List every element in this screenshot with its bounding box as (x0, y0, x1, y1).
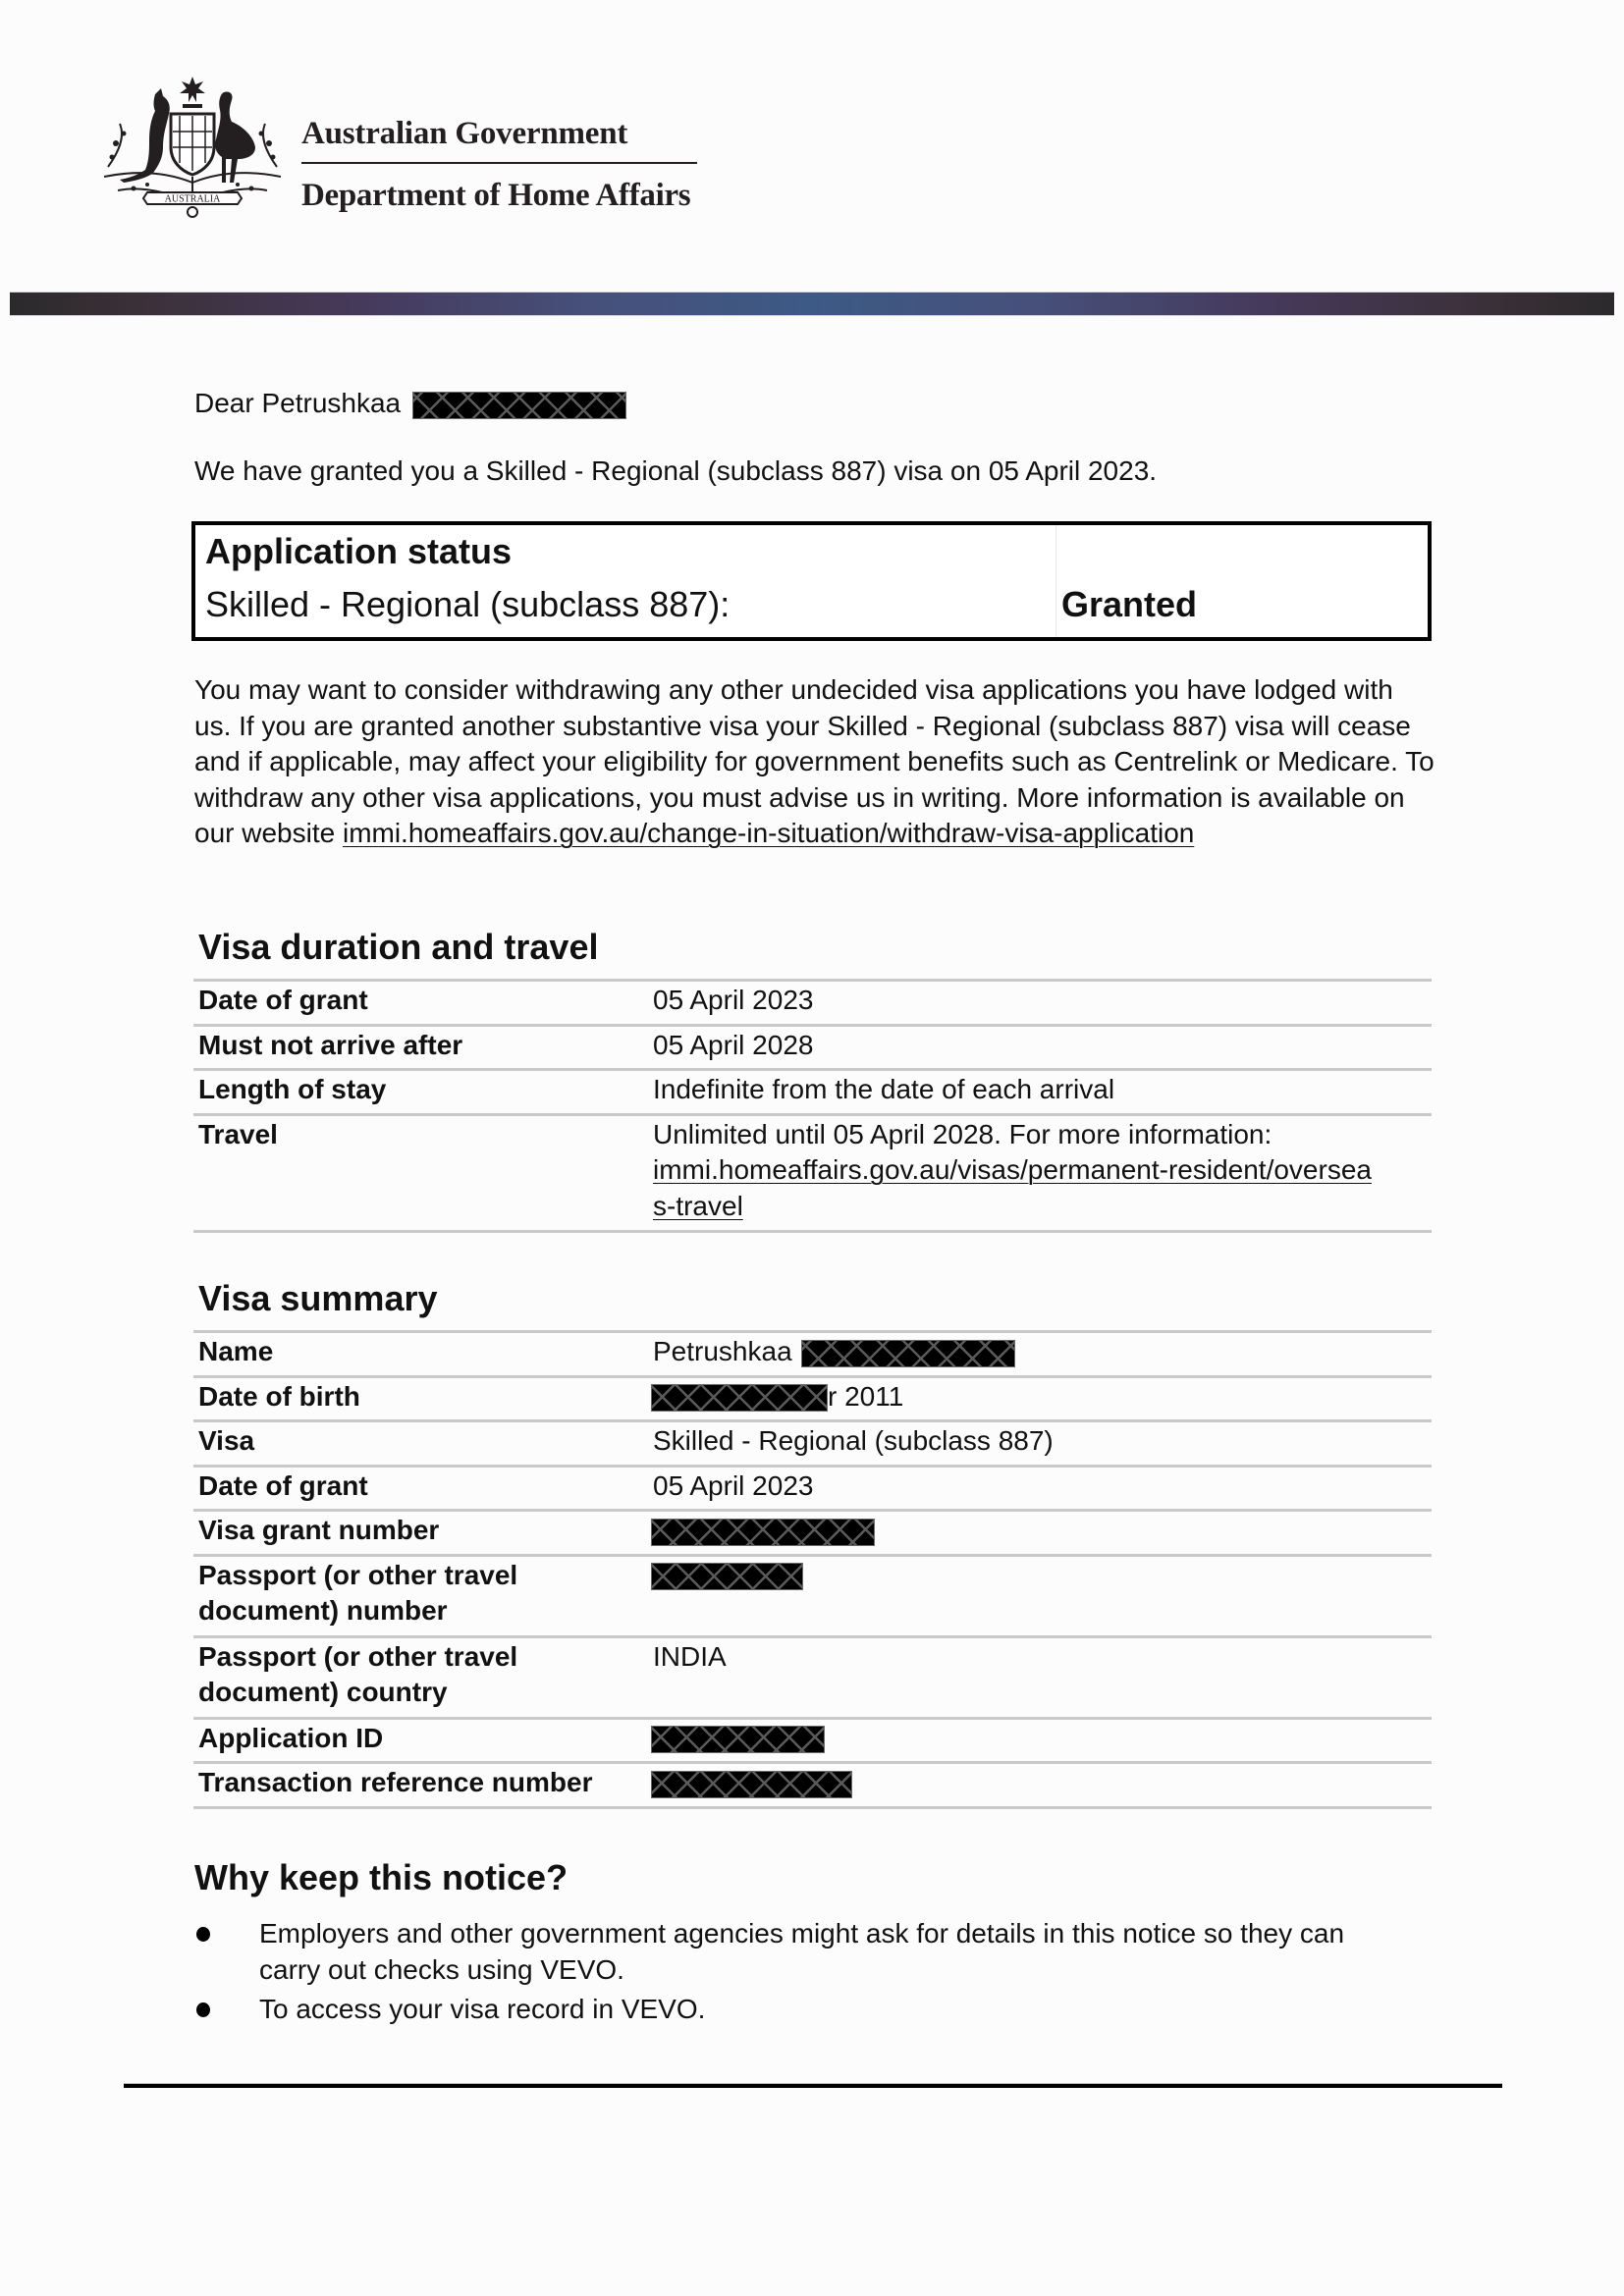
application-status-box (191, 521, 1432, 641)
coat-of-arms-logo (98, 75, 287, 220)
table-row (193, 982, 1432, 1027)
redacted-transaction-reference (651, 1771, 852, 1798)
table-row (193, 1071, 1432, 1116)
commonwealth-star-icon (180, 77, 205, 102)
why-keep-list (194, 1916, 1432, 2032)
table-row (193, 1557, 1432, 1638)
organisation-name: Australian Government (301, 116, 628, 151)
row-value: 05 April 2023 (653, 1469, 814, 1501)
crest-scroll-text: AUSTRALIA (164, 193, 221, 205)
birth-year-value: r 2011 (828, 1380, 904, 1412)
table-row (193, 1422, 1432, 1468)
table-row (193, 1764, 1432, 1809)
table-row (193, 1638, 1432, 1720)
row-label: Travel (198, 1118, 278, 1149)
list-item-text: Employers and other government agencies might ask for details in this notice so they can carry out checks using VEVO. (259, 1918, 1345, 1985)
visa-summary-heading: Visa summary (198, 1278, 438, 1318)
visa-duration-heading: Visa duration and travel (198, 927, 599, 967)
table-row (193, 1378, 1432, 1423)
row-label: Visa grant number (198, 1515, 440, 1545)
visa-duration-table (193, 979, 1432, 1233)
coat-of-arms-icon (98, 75, 287, 220)
withdraw-notice-text: You may want to consider withdrawing any other undecided visa applications you have lodged with us. If you are granted another substantive visa your Skilled - Regional (subclass 887) visa will cease and if applicable, may affect your eligibility for government benefits such as Centrelink or Medicare. To withdraw any other visa applications, you must advise us in writing. More information is available on our website (194, 674, 1435, 848)
visa-summary-table (193, 1330, 1432, 1809)
withdraw-notice-paragraph (194, 672, 1436, 852)
redacted-visa-grant-number (651, 1519, 875, 1546)
bullet-icon (194, 1916, 259, 1988)
row-value (653, 1512, 1432, 1554)
row-value: Indefinite from the date of each arrival (653, 1074, 1115, 1104)
overseas-travel-link-text: immi.homeaffairs.gov.au/visas/permanent-resident/overseas-travel (653, 1154, 1372, 1221)
row-label: Transaction reference number (198, 1767, 593, 1797)
why-keep-heading: Why keep this notice? (194, 1857, 568, 1897)
kangaroo-icon (120, 88, 170, 183)
table-row (193, 1027, 1432, 1072)
greeting-text: Dear Petrushkaa (194, 388, 402, 418)
row-value (653, 1378, 1432, 1420)
brand-divider (301, 162, 697, 164)
redacted-birth-date (651, 1384, 828, 1412)
name-value: Petrushkaa (653, 1336, 792, 1366)
row-label: Passport (or other travel document) country (198, 1640, 518, 1707)
greeting (194, 386, 626, 422)
header-banner-bar (10, 292, 1614, 316)
redacted-application-id (651, 1726, 825, 1753)
row-label: Application ID (198, 1722, 384, 1753)
row-value (653, 1333, 1432, 1375)
row-value: 05 April 2028 (653, 1029, 814, 1060)
travel-text: Unlimited until 05 April 2028. For more information: (653, 1118, 1272, 1149)
list-item (194, 1916, 1432, 1988)
row-label: Visa (198, 1425, 255, 1456)
status-visa-label: Skilled - Regional (subclass 887): (205, 584, 731, 624)
row-label: Name (198, 1336, 274, 1366)
grant-statement: We have granted you a Skilled - Regional (subclass 887) visa on 05 April 2023. (194, 455, 1158, 486)
overseas-travel-link[interactable] (653, 1154, 1372, 1221)
row-value: INDIA (653, 1640, 727, 1672)
row-value (653, 1557, 1432, 1635)
withdraw-visa-link[interactable]: immi.homeaffairs.gov.au/change-in-situation/withdraw-visa-application (342, 818, 1195, 848)
table-row (193, 1333, 1432, 1378)
row-value (653, 1764, 1432, 1806)
redacted-surname (801, 1340, 1015, 1367)
row-label: Must not arrive after (198, 1029, 463, 1060)
table-row (193, 1468, 1432, 1513)
emu-icon (215, 91, 255, 183)
footer-divider (124, 2083, 1502, 2088)
redacted-surname (412, 392, 626, 419)
redacted-passport-number (651, 1563, 803, 1590)
row-value: Skilled - Regional (subclass 887) (653, 1425, 1054, 1456)
row-value: 05 April 2023 (653, 985, 814, 1015)
list-item (194, 1992, 1432, 2028)
status-badge: Granted (1061, 584, 1198, 624)
table-row (193, 1512, 1432, 1557)
table-row (193, 1720, 1432, 1765)
status-title: Application status (205, 531, 513, 571)
row-value (653, 1720, 1432, 1762)
row-label: Passport (or other travel document) number (198, 1559, 518, 1626)
row-value (653, 1116, 1432, 1231)
list-item-text: To access your visa record in VEVO. (259, 1994, 706, 2024)
bullet-icon (194, 1992, 259, 2028)
row-label: Date of grant (198, 985, 368, 1015)
row-label: Date of grant (198, 1469, 368, 1501)
department-name: Department of Home Affairs (301, 178, 691, 213)
table-row (193, 1116, 1432, 1234)
row-label: Date of birth (198, 1380, 360, 1412)
row-label: Length of stay (198, 1074, 387, 1104)
